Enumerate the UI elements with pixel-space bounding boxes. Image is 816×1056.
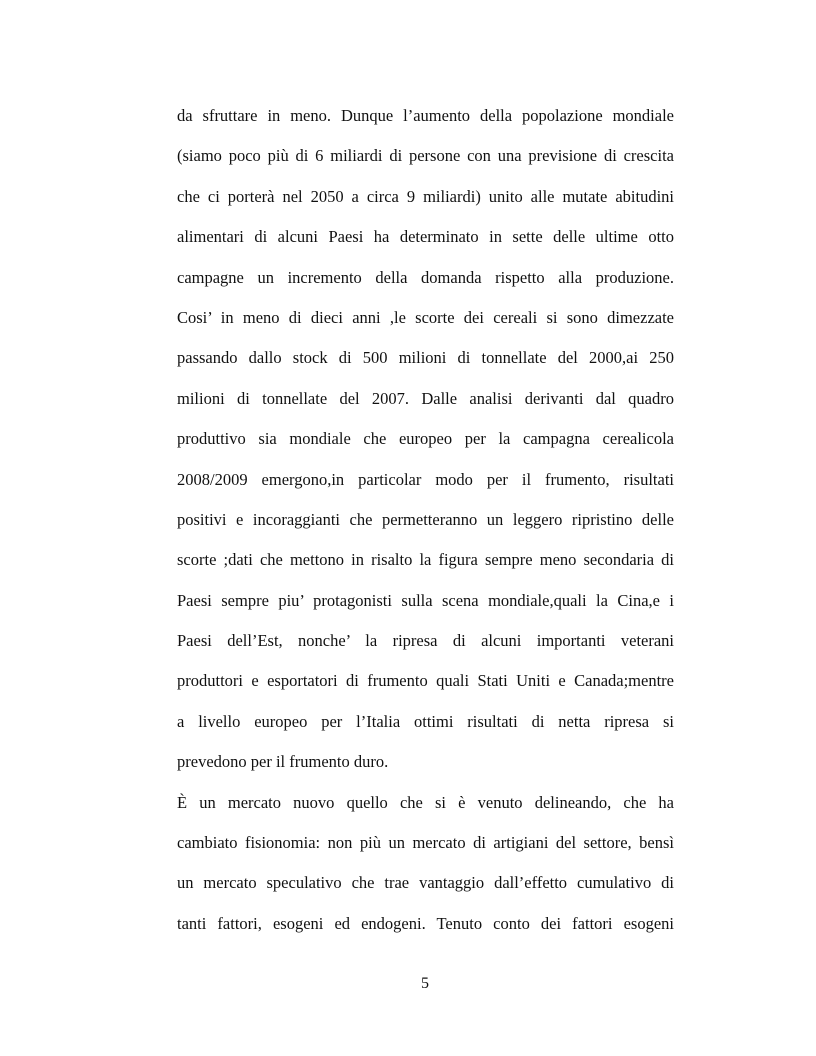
text-line: cambiato fisionomia: non più un mercato di artigiani del settore, bensì [177, 833, 674, 853]
text-line: prevedono per il frumento duro. [177, 752, 389, 772]
text-line: campagne un incremento della domanda rispetto alla produzione. [177, 267, 674, 287]
paragraph-2 [177, 787, 674, 949]
text-line: alimentari di alcuni Paesi ha determinato in sette delle ultime otto [177, 227, 674, 247]
body-text [177, 100, 674, 948]
text-line: produttori e esportatori di frumento quali Stati Uniti e Canada;mentre [177, 671, 674, 691]
text-line: 2008/2009 emergono,in particolar modo per il frumento, risultati [177, 469, 674, 489]
text-line: passando dallo stock di 500 milioni di tonnellate del 2000,ai 250 [177, 348, 674, 368]
text-line: produttivo sia mondiale che europeo per la campagna cerealicola [177, 429, 674, 449]
text-line: scorte ;dati che mettono in risalto la figura sempre meno secondaria di [177, 550, 674, 570]
text-line: milioni di tonnellate del 2007. Dalle analisi derivanti dal quadro [177, 388, 674, 408]
text-line: che ci porterà nel 2050 a circa 9 miliardi) unito alle mutate abitudini [177, 186, 674, 206]
text-line: Paesi dell’Est, nonche’ la ripresa di alcuni importanti veterani [177, 631, 674, 651]
text-line: tanti fattori, esogeni ed endogeni. Tenuto conto dei fattori esogeni [177, 913, 674, 933]
text-line: Paesi sempre piu’ protagonisti sulla scena mondiale,quali la Cina,e i [177, 590, 674, 610]
paragraph-1 [177, 100, 674, 787]
text-line: Cosi’ in meno di dieci anni ,le scorte dei cereali si sono dimezzate [177, 307, 674, 327]
text-line: un mercato speculativo che trae vantaggio dall’effetto cumulativo di [177, 873, 674, 893]
text-line: È un mercato nuovo quello che si è venuto delineando, che ha [177, 792, 674, 812]
text-line: positivi e incoraggianti che permetteranno un leggero ripristino delle [177, 509, 674, 529]
text-line: da sfruttare in meno. Dunque l’aumento della popolazione mondiale [177, 106, 674, 125]
text-line: a livello europeo per l’Italia ottimi risultati di netta ripresa si [177, 711, 674, 731]
text-line: (siamo poco più di 6 miliardi di persone con una previsione di crescita [177, 146, 674, 166]
page-number: 5 [421, 975, 429, 992]
